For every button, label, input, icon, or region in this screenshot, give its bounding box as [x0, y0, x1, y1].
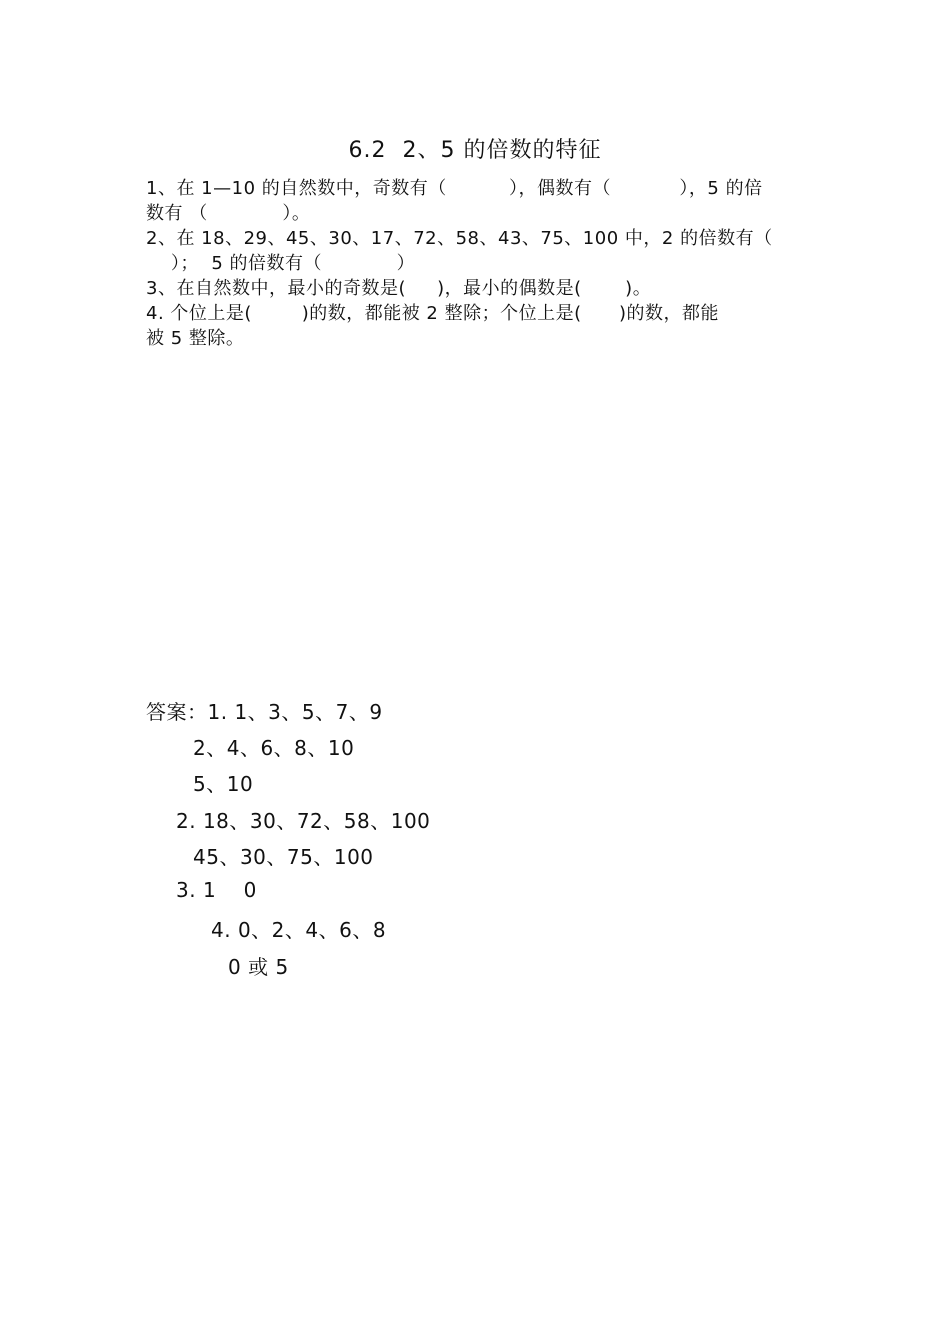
- question-3: 3、在自然数中，最小的奇数是( )，最小的偶数是( )。: [146, 278, 652, 299]
- answer-line: 2、4、6、8、10: [193, 736, 355, 760]
- worksheet-title: 6.2 2、5 的倍数的特征: [348, 138, 602, 163]
- answer-line: 45、30、75、100: [193, 845, 374, 869]
- answer-line: 5、10: [193, 772, 254, 796]
- answer-line: 3. 1 0: [176, 878, 257, 902]
- answer-line: 2. 18、30、72、58、100: [176, 809, 431, 833]
- question-1-line-1: 1、在 1—10 的自然数中，奇数有（ ），偶数有（ ），5 的倍: [146, 178, 763, 199]
- answer-line: 4. 0、2、4、6、8: [211, 918, 387, 942]
- question-2-line-1: 2、在 18、29、45、30、17、72、58、43、75、100 中，2 的倍数有（: [146, 228, 773, 249]
- question-2-line-2: ）； 5 的倍数有（ ）: [146, 253, 416, 274]
- answer-heading-line: 答案：1. 1、3、5、7、9: [146, 700, 383, 724]
- answer-line: 0 或 5: [228, 955, 289, 979]
- question-4-line-1: 4. 个位上是( )的数，都能被 2 整除；个位上是( )的数，都能: [146, 303, 719, 324]
- question-1-line-2: 数有 （ ）。: [146, 203, 311, 224]
- question-4-line-2: 被 5 整除。: [146, 328, 245, 349]
